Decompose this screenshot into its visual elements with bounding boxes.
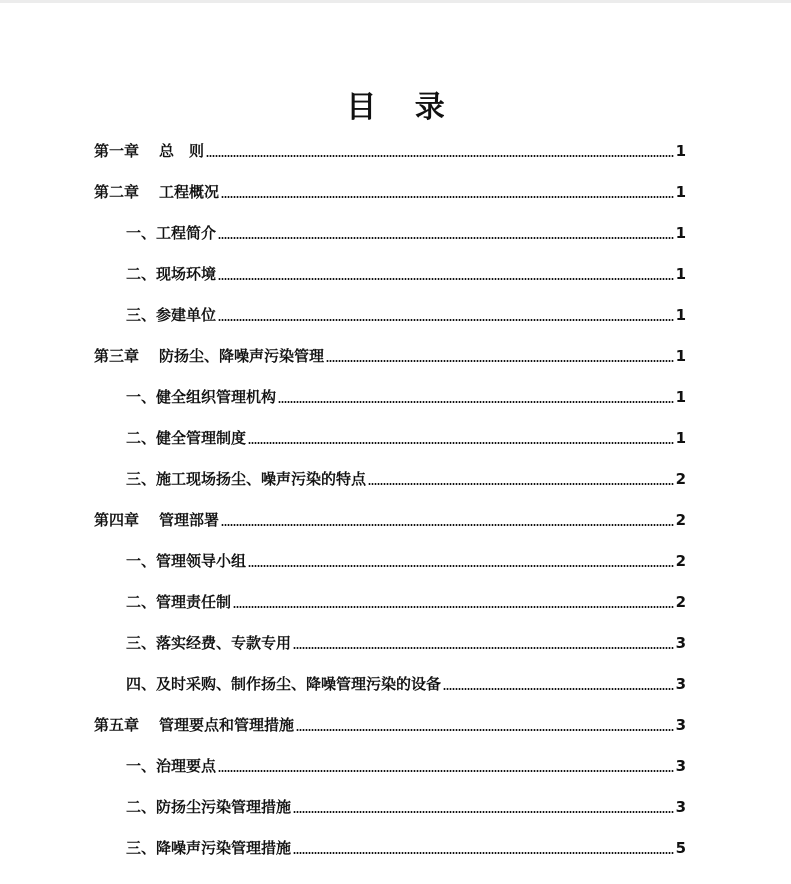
- toc-entry-title: 一、工程简介: [126, 224, 217, 242]
- toc-dot-leader: [221, 196, 674, 198]
- toc-entry-title: 三、施工现场扬尘、噪声污染的特点: [126, 470, 367, 488]
- toc-dot-leader: [293, 811, 674, 813]
- toc-dot-leader: [293, 852, 674, 854]
- toc-page-number: 3: [675, 798, 686, 816]
- toc-page-number: 3: [675, 634, 686, 652]
- page-title: 目 录: [346, 90, 459, 126]
- toc-section-entry[interactable]: [126, 591, 686, 613]
- toc-section-entry[interactable]: [126, 673, 686, 695]
- toc-entry-title: 二、管理责任制: [126, 593, 232, 611]
- toc-chapter-number: 第四章: [94, 511, 140, 529]
- toc-dot-leader: [218, 770, 674, 772]
- toc-section-entry[interactable]: [126, 468, 686, 490]
- toc-chapter-entry[interactable]: [94, 181, 686, 203]
- toc-page-number: 2: [675, 593, 686, 611]
- toc-entry-title: 三、参建单位: [126, 306, 217, 324]
- toc-section-entry[interactable]: [126, 386, 686, 408]
- toc-section-entry[interactable]: [126, 837, 686, 859]
- toc-dot-leader: [248, 442, 674, 444]
- toc-dot-leader: [221, 524, 674, 526]
- toc-dot-leader: [218, 319, 674, 321]
- toc-section-entry[interactable]: [126, 304, 686, 326]
- toc-chapter-entry[interactable]: [94, 714, 686, 736]
- toc-entry-title: 三、降噪声污染管理措施: [126, 839, 292, 857]
- toc-dot-leader: [218, 278, 674, 280]
- toc-chapter-entry[interactable]: [94, 509, 686, 531]
- toc-entry-title: 管理要点和管理措施: [159, 716, 295, 734]
- toc-section-entry[interactable]: [126, 632, 686, 654]
- toc-page-number: 2: [675, 470, 686, 488]
- toc-entry-title: 总 则: [159, 142, 205, 160]
- toc-dot-leader: [296, 729, 674, 731]
- toc-section-entry[interactable]: [126, 755, 686, 777]
- toc-entry-title: 管理部署: [159, 511, 220, 529]
- toc-page-number: 1: [675, 347, 686, 365]
- toc-page-number: 2: [675, 552, 686, 570]
- toc-chapter-entry[interactable]: [94, 140, 686, 162]
- page-top-edge: [0, 0, 791, 3]
- toc-entry-title: 防扬尘、降噪声污染管理: [159, 347, 325, 365]
- toc-page-number: 1: [675, 224, 686, 242]
- toc-page-number: 1: [675, 429, 686, 447]
- toc-section-entry[interactable]: [126, 796, 686, 818]
- toc-dot-leader: [233, 606, 674, 608]
- toc-page-number: 1: [675, 388, 686, 406]
- toc-section-entry[interactable]: [126, 222, 686, 244]
- toc-dot-leader: [248, 565, 674, 567]
- toc-page-number: 3: [675, 675, 686, 693]
- toc-dot-leader: [218, 237, 674, 239]
- toc-entry-title: 二、健全管理制度: [126, 429, 247, 447]
- toc-entry-title: 工程概况: [159, 183, 220, 201]
- toc-dot-leader: [368, 483, 674, 485]
- toc-entry-title: 一、治理要点: [126, 757, 217, 775]
- toc-entry-title: 三、落实经费、专款专用: [126, 634, 292, 652]
- toc-entry-title: 一、健全组织管理机构: [126, 388, 277, 406]
- toc-entry-title: 二、现场环境: [126, 265, 217, 283]
- toc-section-entry[interactable]: [126, 427, 686, 449]
- toc-dot-leader: [443, 688, 674, 690]
- toc-entry-title: 一、管理领导小组: [126, 552, 247, 570]
- toc-chapter-number: 第五章: [94, 716, 140, 734]
- toc-page-number: 5: [675, 839, 686, 857]
- toc-page-number: 3: [675, 716, 686, 734]
- toc-page-number: 1: [675, 142, 686, 160]
- toc-dot-leader: [293, 647, 674, 649]
- toc-section-entry[interactable]: [126, 550, 686, 572]
- toc-chapter-number: 第一章: [94, 142, 140, 160]
- toc-dot-leader: [326, 360, 674, 362]
- toc-page-number: 1: [675, 183, 686, 201]
- toc-chapter-number: 第三章: [94, 347, 140, 365]
- toc-page-number: 3: [675, 757, 686, 775]
- toc-page-number: 1: [675, 306, 686, 324]
- toc-chapter-entry[interactable]: [94, 345, 686, 367]
- toc-chapter-number: 第二章: [94, 183, 140, 201]
- toc-entry-title: 二、防扬尘污染管理措施: [126, 798, 292, 816]
- toc-page-number: 1: [675, 265, 686, 283]
- toc-dot-leader: [278, 401, 674, 403]
- toc-entry-title: 四、及时采购、制作扬尘、降噪管理污染的设备: [126, 675, 442, 693]
- toc-page-number: 2: [675, 511, 686, 529]
- toc-section-entry[interactable]: [126, 263, 686, 285]
- toc-dot-leader: [206, 155, 674, 157]
